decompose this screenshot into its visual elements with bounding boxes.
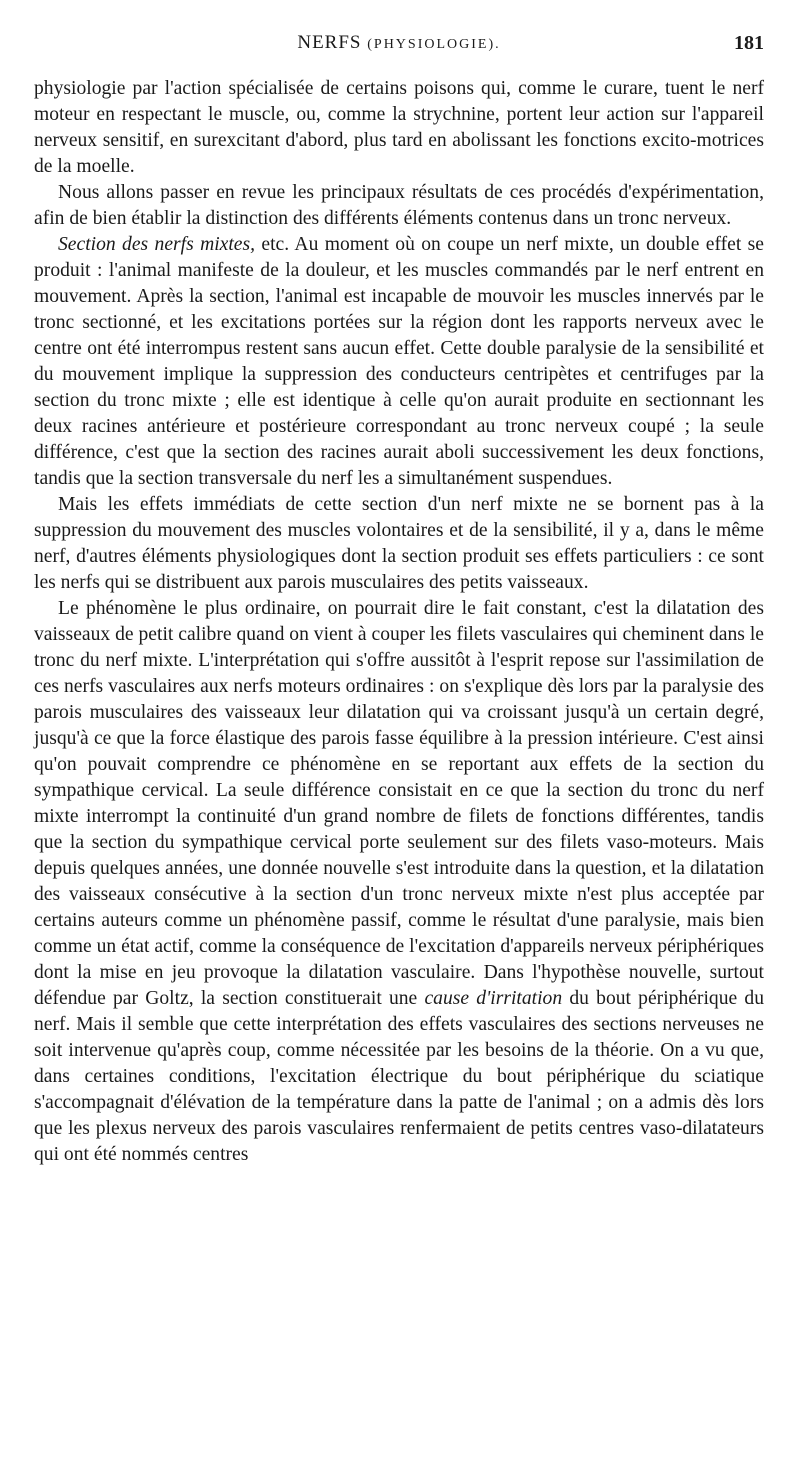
- paragraph-3-text: etc. Au moment où on coupe un nerf mixte, un double effet se produit : l'animal manifeste de la douleur, et les muscles commandés par le nerf entrent en mouvement. Après la section, l'animal est incapable de mouvoir les muscles innervés par le tronc sectionné, et les excitations portées sur la région dont les rapports nerveux avec le centre ont été interrompus restent sans aucun effet. Cette double paralysie de la sensibilité et du mouvement implique la suppression des conducteurs centripètes et centrifuges par la section du tronc mixte ; elle est identique à celle qu'on aurait produite en sectionnant les deux racines antérieure et postérieure correspondant au tronc nerveux coupé ; la seule différence, c'est que la section des racines aurait aboli successivement les deux fonctions, tandis que la section transversale du nerf les a simultanément suspendues.: [34, 234, 764, 489]
- paragraph-3: [34, 232, 764, 492]
- paragraph-4: Mais les effets immédiats de cette section d'un nerf mixte ne se bornent pas à la suppression du mouvement des muscles volontaires et de la sensibilité, il y a, dans le même nerf, d'autres éléments physiologiques dont la section produit ses effets particuliers : ce sont les nerfs qui se distribuent aux parois musculaires des petits vaisseaux.: [34, 494, 764, 593]
- header-title: NERFS: [297, 32, 362, 53]
- paragraph-5-text-before: Le phénomène le plus ordinaire, on pourrait dire le fait constant, c'est la dilatation des vaisseaux de petit calibre quand on vient à couper les filets vasculaires qui cheminent dans le tronc du nerf mixte. L'interprétation qui s'offre aussitôt à l'esprit repose sur l'assimilation de ces nerfs vasculaires aux nerfs moteurs ordinaires : on s'explique dès lors par la paralysie des parois musculaires des vaisseaux leur dilatation qui va croissant jusqu'à un certain degré, jusqu'à ce que la force élastique des parois fasse équilibre à la pression intérieure. C'est ainsi qu'on pouvait comprendre ce phénomène en se reportant aux effets de la section du sympathique cervical. La seule différence consistait en ce que la section du tronc du nerf mixte interrompt la continuité d'un grand nombre de filets de fonctions différentes, tandis que la section du sympathique cervical porte seulement sur des filets vaso-moteurs. Mais depuis quelques années, une donnée nouvelle s'est introduite dans la question, et la dilatation des vaisseaux consécutive à la section d'un tronc nerveux mixte n'est plus acceptée par certains auteurs comme un phénomène passif, comme le résultat d'une paralysie, mais bien comme un état actif, comme la conséquence de l'excitation d'appareils nerveux périphériques dont la mise en jeu provoque la dilatation vasculaire. Dans l'hypothèse nouvelle, surtout défendue par Goltz, la section constituerait une: [34, 598, 764, 1009]
- paragraph-5-text-after: du bout périphérique du nerf. Mais il semble que cette interprétation des effets vasculaires des sections nerveuses ne soit intervenue qu'après coup, comme nécessitée par les besoins de la théorie. On a vu que, dans certaines conditions, l'excitation électrique du bout périphérique du sciatique s'accompagnait d'élévation de la température dans la patte de l'animal ; on a admis dès lors que les plexus nerveux des parois vasculaires renfermaient de petits centres vaso-dilatateurs qui ont été nommés centres: [34, 988, 764, 1165]
- running-head: [34, 26, 764, 66]
- paragraph-1: physiologie par l'action spécialisée de certains poisons qui, comme le curare, tuent le nerf moteur en respectant le muscle, ou, comme la strychnine, portent leur action sur l'appareil nerveux sensitif, en surexcitant d'abord, plus tard en abolissant les fonctions excito-motrices de la moelle.: [34, 78, 764, 177]
- paragraph-2: Nous allons passer en revue les principaux résultats de ces procédés d'expérimentation, afin de bien établir la distinction des différents éléments contenus dans un tronc nerveux.: [34, 182, 764, 229]
- header-subtitle: (PHYSIOLOGIE).: [367, 37, 501, 52]
- paragraph-5: [34, 596, 764, 1168]
- running-title: [34, 32, 764, 54]
- section-heading-italic: Section des nerfs mixtes,: [58, 234, 256, 255]
- body-text: [34, 76, 764, 1168]
- book-page: [34, 0, 764, 1168]
- italic-phrase: cause d'irritation: [424, 988, 563, 1009]
- page-number: 181: [734, 32, 764, 54]
